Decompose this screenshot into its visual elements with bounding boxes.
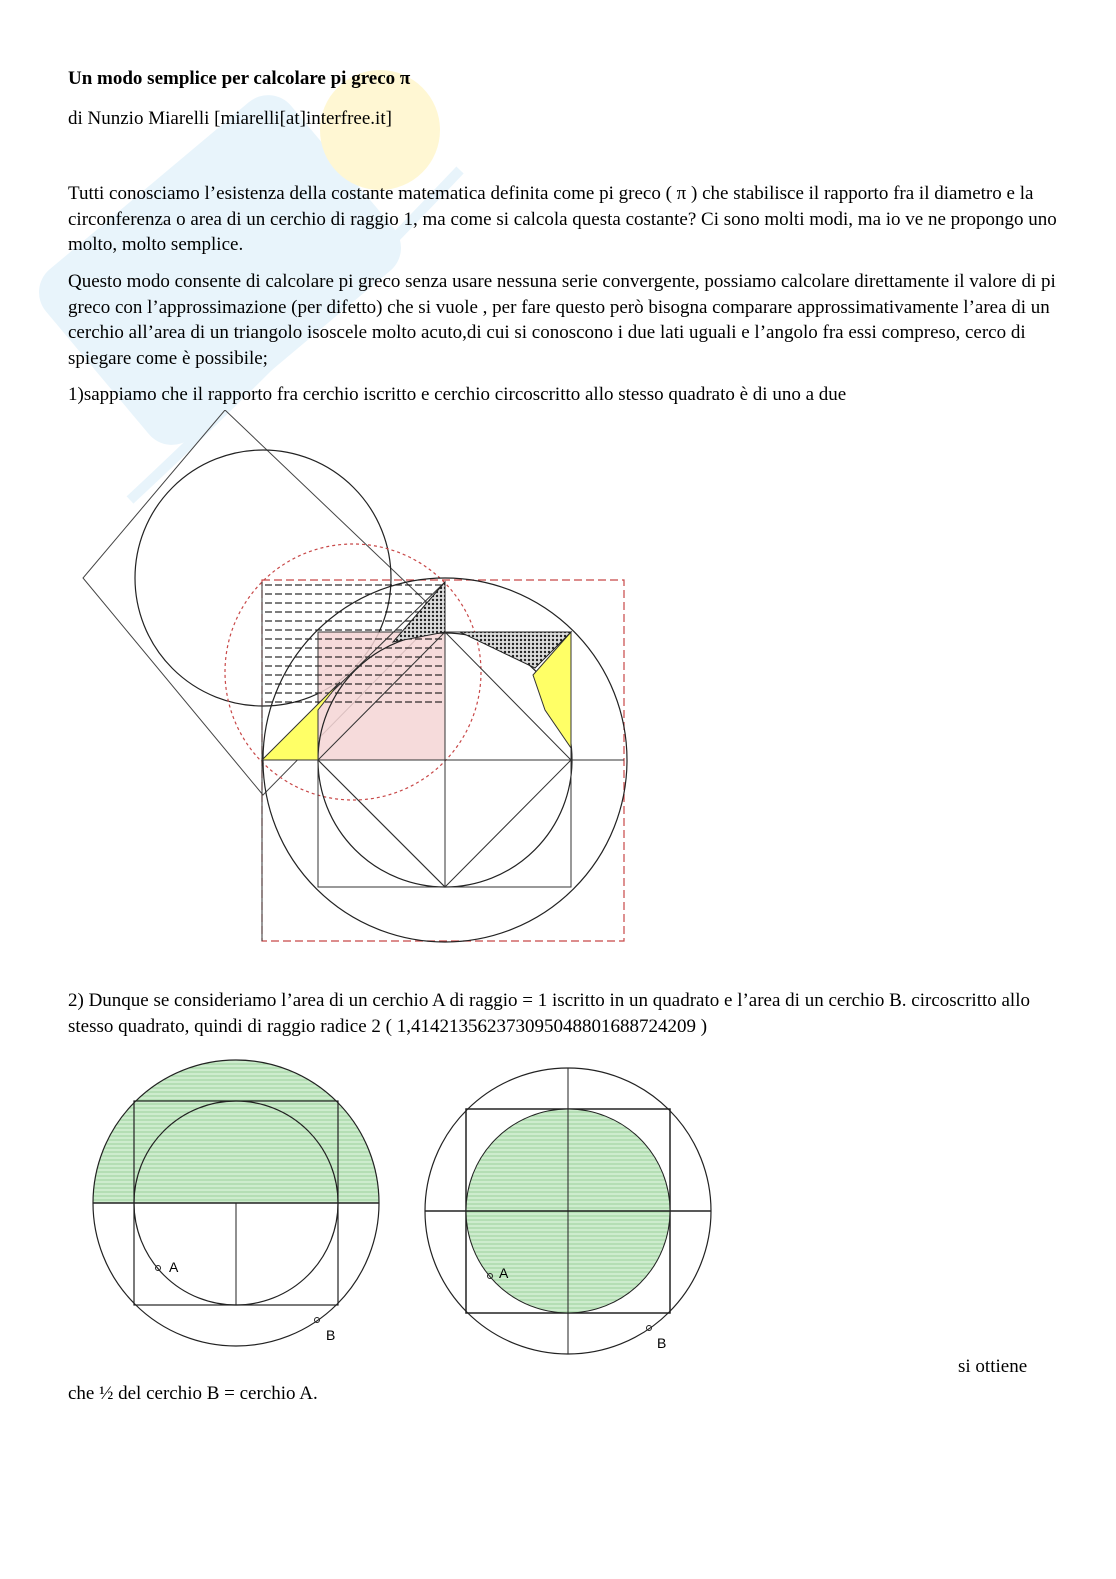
author-line: di Nunzio Miarelli [miarelli[at]interfree.it] — [68, 108, 392, 129]
conclusion-text: che ½ del cerchio B = cerchio A. — [68, 1383, 318, 1404]
geometry-figure-1 — [75, 410, 635, 955]
right-label-b: B — [657, 1335, 667, 1351]
left-diagram — [93, 1060, 379, 1346]
right-diagram — [425, 1068, 711, 1354]
geometry-figure-2 — [85, 1050, 725, 1370]
page-title: Un modo semplice per calcolare pi greco π — [68, 68, 411, 89]
left-label-b: B — [326, 1327, 336, 1343]
right-label-a: A — [499, 1265, 509, 1281]
result-inline-text: si ottiene — [958, 1356, 1028, 1377]
hatched-rectangle — [262, 582, 445, 707]
paragraph-step-2: 2) Dunque se consideriamo l’area di un cerchio A di raggio = 1 iscritto in un quadrato e l’area di un cerchio B. circoscritto allo stesso quadrato, quindi di raggio radice 2 ( 1,4142135623730950488016887242​09 ) — [68, 990, 1030, 1037]
paragraph-method: Questo modo consente di calcolare pi greco senza usare nessuna serie convergente, possiamo calcolare direttamente il valore di pi greco con l’approssimazione (per difetto) che si vuole , per fare questo però bisogna comparare approssimativamente l’area di un cerchio all’area di un triangolo isoscele molto acuto,di cui si conoscono i due lati uguali e l’angolo fra essi compreso, cerco di spiegare come è possibile; — [68, 271, 1056, 369]
paragraph-intro: Tutti conosciamo l’esistenza della costante matematica definita come pi greco ( π ) che stabilisce il rapporto fra il diametro e la circonferenza o area di un cerchio di raggio 1, ma come si calcola questa costante? Ci sono molti modi, ma io ve ne propongo uno molto, molto semplice. — [68, 183, 1057, 255]
left-label-a: A — [169, 1259, 179, 1275]
paragraph-step-1: 1)sappiamo che il rapporto fra cerchio iscritto e cerchio circoscritto allo stesso quadrato è di uno a due — [68, 384, 847, 405]
